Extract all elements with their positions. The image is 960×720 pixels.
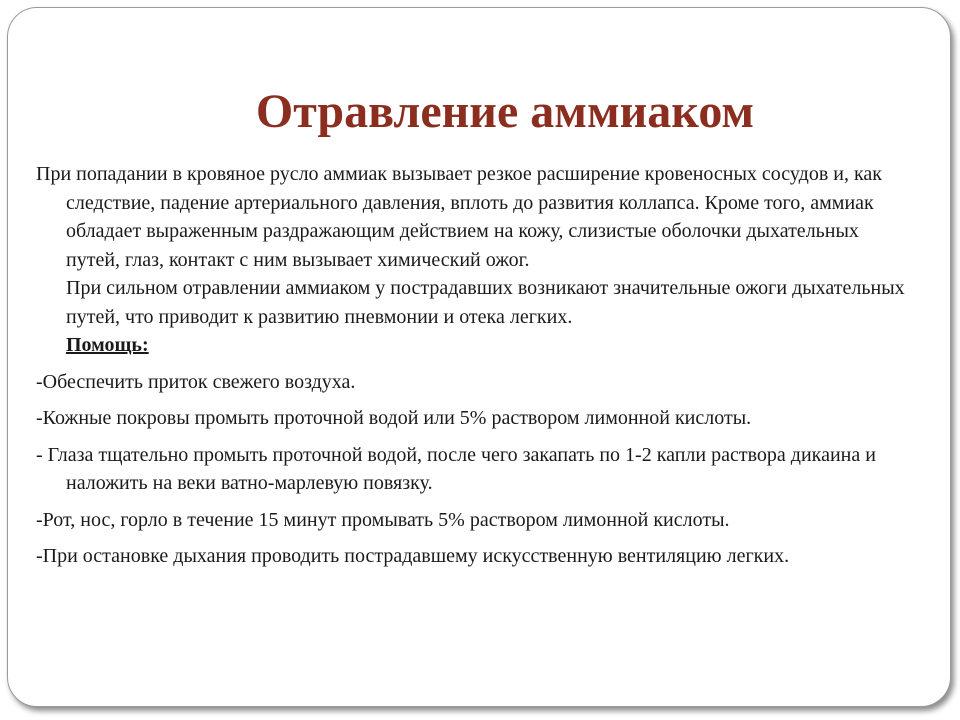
step-eye-wash: - Глаза тщательно промыть проточной водой, после чего закапать по 1-2 капли раствора дикаина и наложить на веки ватно-марлевую повязку. [36, 443, 876, 494]
step-mouth-rinse: -Рот, нос, горло в течение 15 минут промывать 5% раствором лимонной кислоты. [36, 508, 730, 531]
slide-body [36, 160, 916, 571]
slide-title: Отравление аммиаком [255, 85, 755, 138]
help-heading: Помощь: [66, 334, 149, 356]
step-ventilation: -При остановке дыхания проводить пострадавшему искусственную вентиляцию легких. [36, 545, 790, 567]
severe-poisoning-paragraph: При сильном отравлении аммиаком у пострадавших возникают значительные ожоги дыхательных путей, что приводит к развитию пневмонии и отека легких. [66, 277, 905, 328]
step-fresh-air: -Обеспечить приток свежего воздуха. [36, 370, 356, 393]
step-skin-wash: -Кожные покровы промыть проточной водой или 5% раствором лимонной кислоты. [36, 407, 752, 429]
intro-paragraph: При попадании в кровяное русло аммиак вызывает резкое расширение кровеносных сосудов и, как следствие, падение артериального давления, вплоть до развития коллапса. Кроме того, аммиак обладает выраженным раздражающим действием на кожу, слизистые оболочки дыхательных путей, глаз, контакт с ним вызывает химический ожог. [36, 163, 882, 271]
